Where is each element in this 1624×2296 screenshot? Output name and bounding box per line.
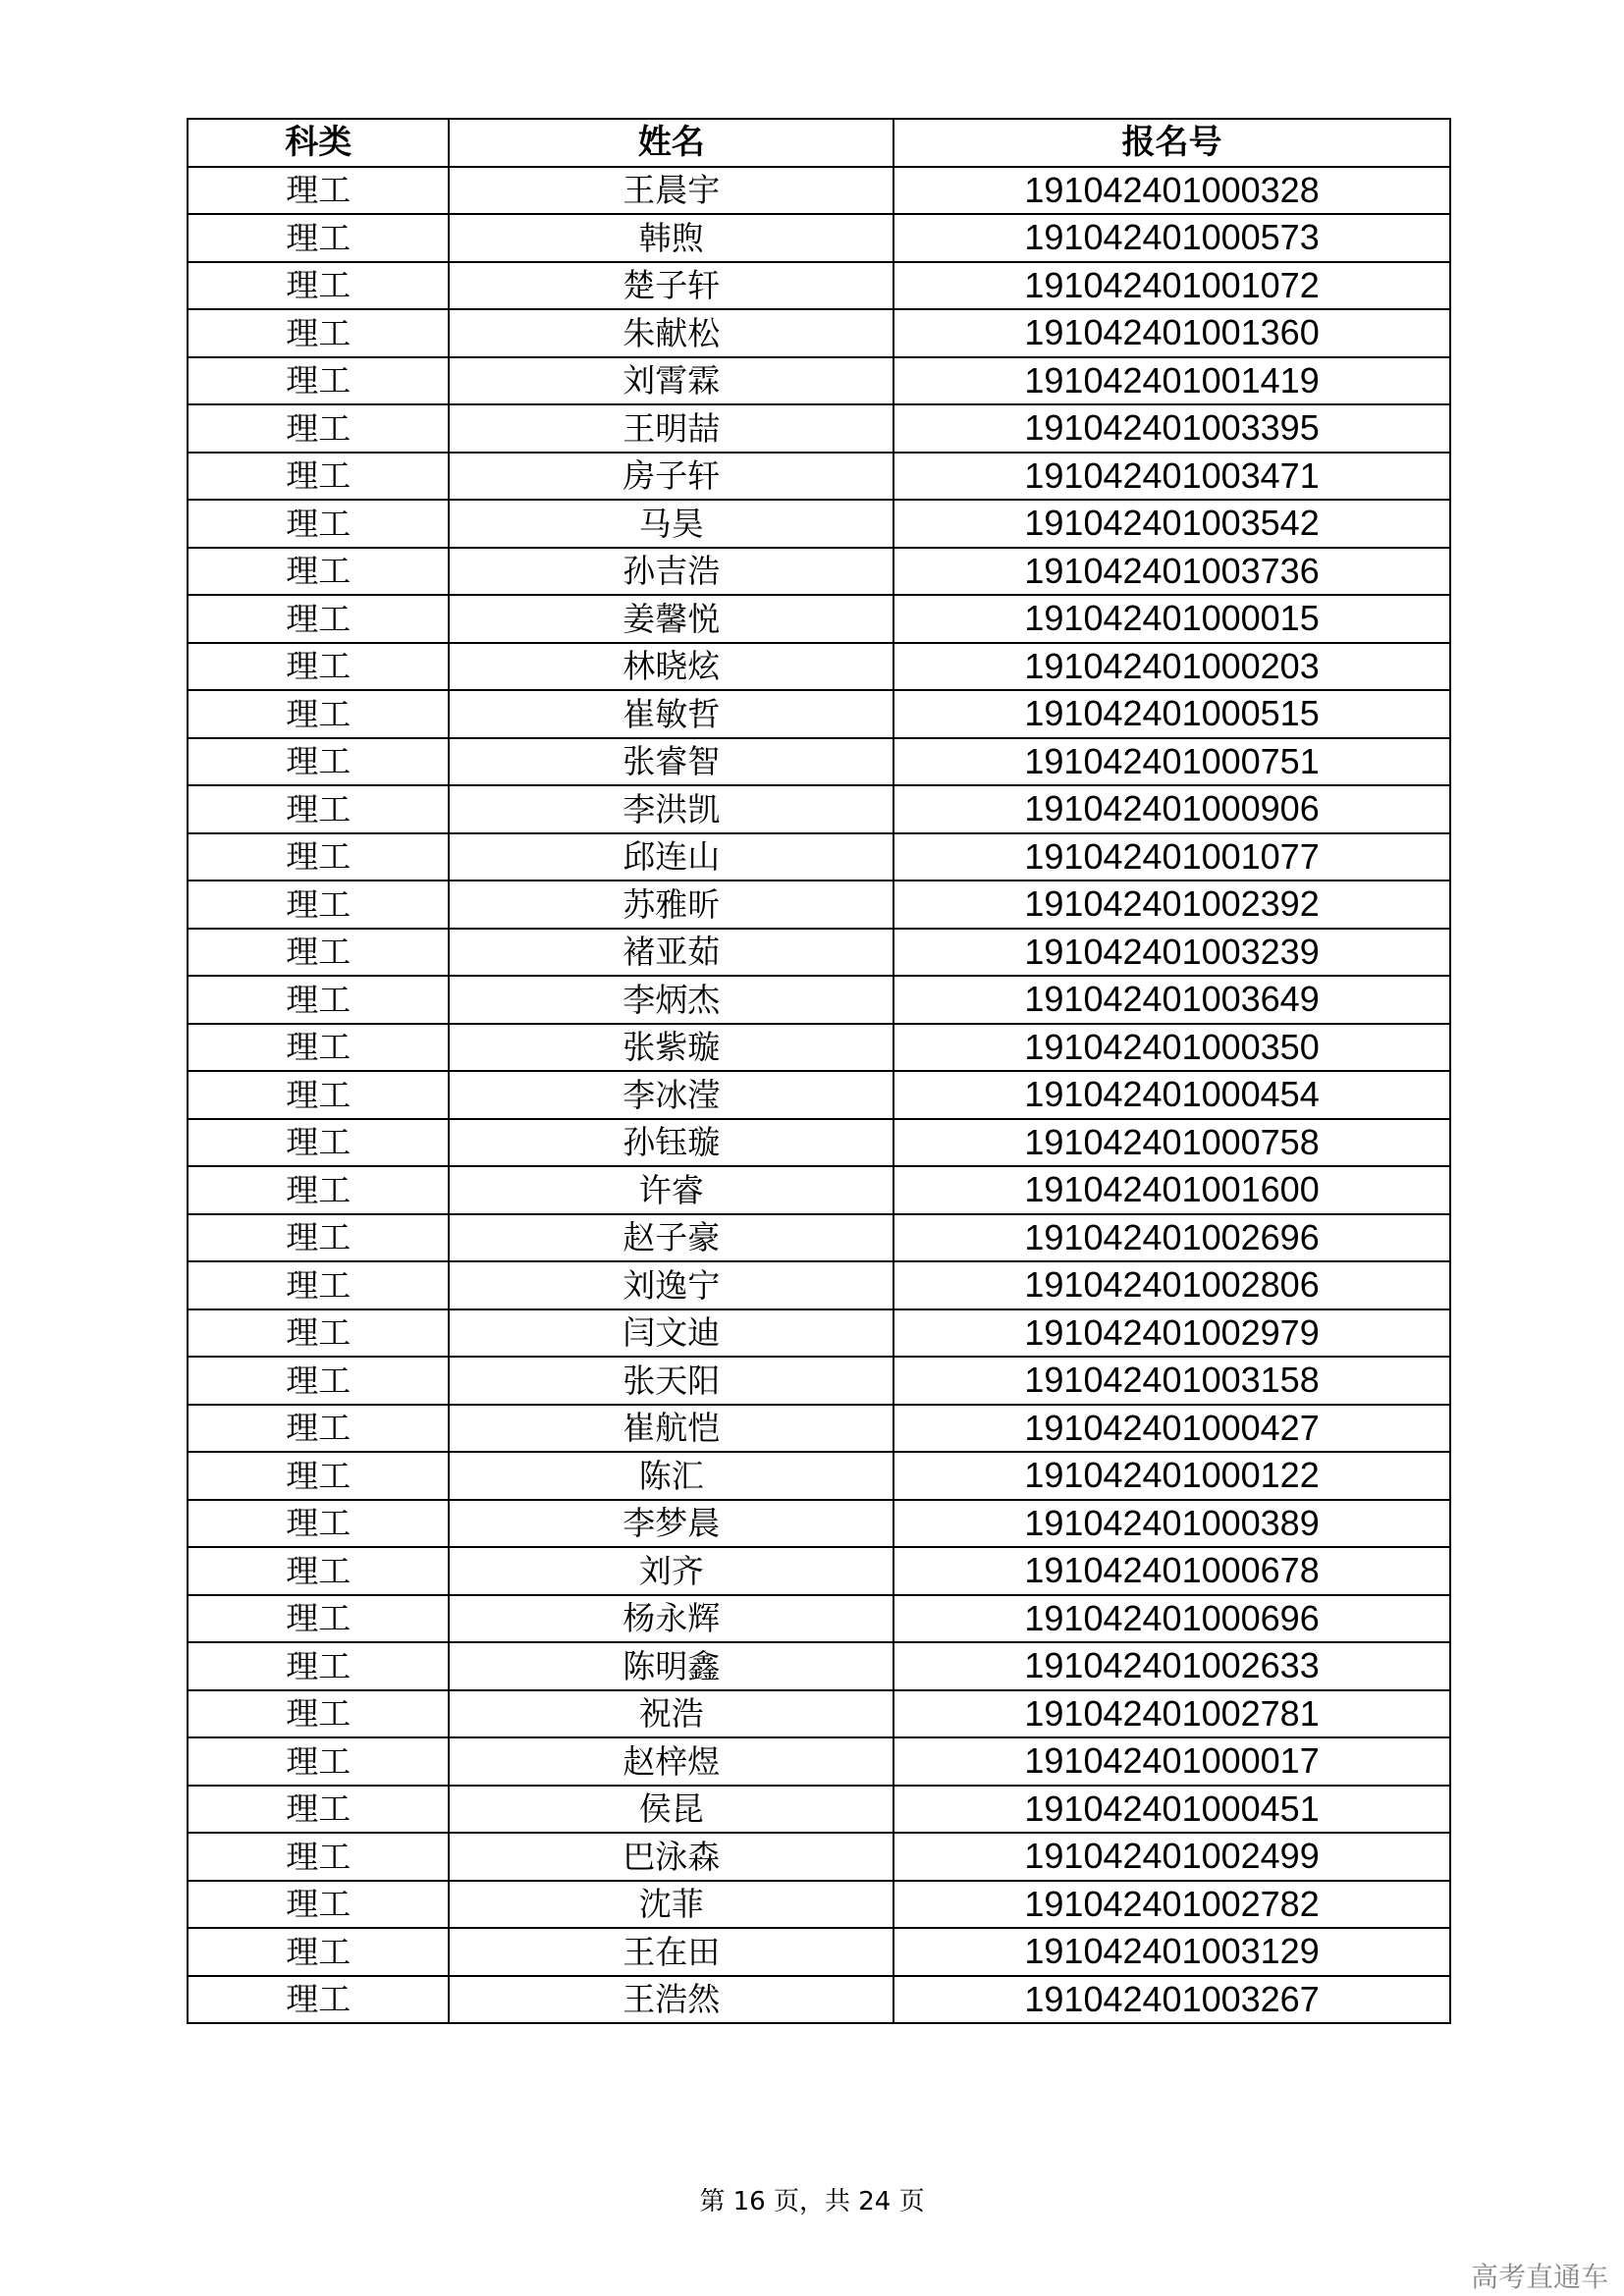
page-number: 第 16 页，共 24 页 (699, 2187, 925, 2216)
cell-registration-number: 191042401003129 (893, 1928, 1450, 1976)
table-row (188, 1881, 1450, 1929)
cell-registration-number: 191042401001077 (893, 833, 1450, 881)
cell-name: 沈菲 (449, 1881, 893, 1929)
cell-name: 赵梓煜 (449, 1737, 893, 1786)
cell-registration-number: 191042401002696 (893, 1214, 1450, 1262)
cell-category: 理工 (188, 881, 449, 929)
cell-registration-number: 191042401001600 (893, 1166, 1450, 1214)
cell-name: 王浩然 (449, 1976, 893, 2024)
cell-registration-number: 191042401000678 (893, 1547, 1450, 1595)
cell-category: 理工 (188, 976, 449, 1024)
table-row (188, 1452, 1450, 1500)
cell-name: 赵子豪 (449, 1214, 893, 1262)
cell-category: 理工 (188, 1357, 449, 1405)
cell-name: 李冰滢 (449, 1071, 893, 1119)
table-row (188, 785, 1450, 833)
table-row (188, 1166, 1450, 1214)
cell-category: 理工 (188, 1833, 449, 1881)
cell-registration-number: 191042401002782 (893, 1881, 1450, 1929)
cell-category: 理工 (188, 1071, 449, 1119)
cell-category: 理工 (188, 690, 449, 738)
cell-registration-number: 191042401000751 (893, 738, 1450, 786)
cell-name: 褚亚茹 (449, 929, 893, 977)
cell-category: 理工 (188, 643, 449, 691)
cell-category: 理工 (188, 1309, 449, 1358)
cell-name: 张紫璇 (449, 1024, 893, 1072)
cell-name: 刘齐 (449, 1547, 893, 1595)
table-row (188, 1786, 1450, 1834)
cell-category: 理工 (188, 1500, 449, 1548)
cell-registration-number: 191042401000350 (893, 1024, 1450, 1072)
cell-registration-number: 191042401003267 (893, 1976, 1450, 2024)
table-row (188, 1119, 1450, 1167)
cell-name: 朱献松 (449, 309, 893, 357)
table-row (188, 929, 1450, 977)
cell-registration-number: 191042401000451 (893, 1786, 1450, 1834)
cell-name: 侯昆 (449, 1786, 893, 1834)
cell-name: 王晨宇 (449, 167, 893, 215)
cell-category: 理工 (188, 167, 449, 215)
table-row (188, 1690, 1450, 1738)
cell-registration-number: 191042401003542 (893, 500, 1450, 548)
cell-registration-number: 191042401002499 (893, 1833, 1450, 1881)
cell-category: 理工 (188, 453, 449, 501)
cell-category: 理工 (188, 738, 449, 786)
cell-registration-number: 191042401003649 (893, 976, 1450, 1024)
header-name: 姓名 (449, 119, 893, 167)
cell-name: 孙吉浩 (449, 548, 893, 596)
cell-name: 楚子轩 (449, 262, 893, 310)
cell-category: 理工 (188, 214, 449, 262)
table-row (188, 976, 1450, 1024)
table-row (188, 595, 1450, 643)
cell-category: 理工 (188, 1405, 449, 1453)
cell-registration-number: 191042401000758 (893, 1119, 1450, 1167)
cell-category: 理工 (188, 929, 449, 977)
cell-name: 林晓炫 (449, 643, 893, 691)
cell-name: 王明喆 (449, 404, 893, 453)
table-row (188, 500, 1450, 548)
cell-category: 理工 (188, 595, 449, 643)
table-row (188, 357, 1450, 405)
cell-name: 祝浩 (449, 1690, 893, 1738)
cell-category: 理工 (188, 500, 449, 548)
cell-category: 理工 (188, 833, 449, 881)
admission-list-table (187, 118, 1451, 2024)
table-row (188, 690, 1450, 738)
cell-name: 马昊 (449, 500, 893, 548)
cell-name: 陈明鑫 (449, 1642, 893, 1690)
cell-registration-number: 191042401002392 (893, 881, 1450, 929)
cell-category: 理工 (188, 1737, 449, 1786)
cell-category: 理工 (188, 1690, 449, 1738)
cell-registration-number: 191042401000328 (893, 167, 1450, 215)
cell-name: 房子轩 (449, 453, 893, 501)
cell-registration-number: 191042401000573 (893, 214, 1450, 262)
cell-category: 理工 (188, 1881, 449, 1929)
cell-category: 理工 (188, 404, 449, 453)
header-registration-number: 报名号 (893, 119, 1450, 167)
table-row (188, 1071, 1450, 1119)
table-row (188, 1024, 1450, 1072)
cell-name: 韩煦 (449, 214, 893, 262)
cell-registration-number: 191042401000017 (893, 1737, 1450, 1786)
cell-category: 理工 (188, 1547, 449, 1595)
table-row (188, 1500, 1450, 1548)
cell-name: 姜馨悦 (449, 595, 893, 643)
cell-name: 李洪凯 (449, 785, 893, 833)
cell-category: 理工 (188, 1642, 449, 1690)
cell-registration-number: 191042401001072 (893, 262, 1450, 310)
table-row (188, 1309, 1450, 1358)
table-row (188, 1595, 1450, 1643)
cell-category: 理工 (188, 1452, 449, 1500)
cell-registration-number: 191042401002781 (893, 1690, 1450, 1738)
table-row (188, 214, 1450, 262)
table-row (188, 1642, 1450, 1690)
cell-registration-number: 191042401001419 (893, 357, 1450, 405)
table-row (188, 1737, 1450, 1786)
cell-name: 李梦晨 (449, 1500, 893, 1548)
cell-registration-number: 191042401000515 (893, 690, 1450, 738)
table-row (188, 453, 1450, 501)
cell-registration-number: 191042401002633 (893, 1642, 1450, 1690)
cell-name: 王在田 (449, 1928, 893, 1976)
table-row (188, 738, 1450, 786)
table-row (188, 1357, 1450, 1405)
table-row (188, 1976, 1450, 2024)
cell-name: 张睿智 (449, 738, 893, 786)
table-row (188, 881, 1450, 929)
watermark: 高考直通车 (1470, 2261, 1608, 2293)
cell-category: 理工 (188, 1214, 449, 1262)
cell-category: 理工 (188, 1595, 449, 1643)
cell-name: 苏雅昕 (449, 881, 893, 929)
table-header-row (188, 119, 1450, 167)
cell-category: 理工 (188, 1976, 449, 2024)
table-row (188, 1214, 1450, 1262)
table-row (188, 1405, 1450, 1453)
table-row (188, 1261, 1450, 1309)
cell-registration-number: 191042401002806 (893, 1261, 1450, 1309)
cell-registration-number: 191042401003239 (893, 929, 1450, 977)
cell-category: 理工 (188, 1166, 449, 1214)
cell-name: 闫文迪 (449, 1309, 893, 1358)
cell-category: 理工 (188, 309, 449, 357)
cell-registration-number: 191042401000427 (893, 1405, 1450, 1453)
cell-name: 李炳杰 (449, 976, 893, 1024)
table-row (188, 548, 1450, 596)
cell-registration-number: 191042401000122 (893, 1452, 1450, 1500)
cell-category: 理工 (188, 1786, 449, 1834)
table-row (188, 404, 1450, 453)
cell-registration-number: 191042401003158 (893, 1357, 1450, 1405)
cell-category: 理工 (188, 1119, 449, 1167)
cell-category: 理工 (188, 785, 449, 833)
cell-registration-number: 191042401000015 (893, 595, 1450, 643)
table-row (188, 167, 1450, 215)
cell-registration-number: 191042401001360 (893, 309, 1450, 357)
cell-name: 崔航恺 (449, 1405, 893, 1453)
cell-name: 陈汇 (449, 1452, 893, 1500)
table-row (188, 1928, 1450, 1976)
cell-registration-number: 191042401003736 (893, 548, 1450, 596)
cell-registration-number: 191042401000454 (893, 1071, 1450, 1119)
cell-registration-number: 191042401000696 (893, 1595, 1450, 1643)
cell-category: 理工 (188, 1928, 449, 1976)
table-row (188, 1833, 1450, 1881)
cell-category: 理工 (188, 357, 449, 405)
cell-name: 刘逸宁 (449, 1261, 893, 1309)
cell-category: 理工 (188, 548, 449, 596)
table-row (188, 1547, 1450, 1595)
cell-name: 巴泳森 (449, 1833, 893, 1881)
header-category: 科类 (188, 119, 449, 167)
cell-registration-number: 191042401003395 (893, 404, 1450, 453)
cell-category: 理工 (188, 1261, 449, 1309)
cell-category: 理工 (188, 1024, 449, 1072)
cell-name: 邱连山 (449, 833, 893, 881)
cell-category: 理工 (188, 262, 449, 310)
table-row (188, 309, 1450, 357)
table-body (188, 167, 1450, 2024)
cell-name: 刘霄霖 (449, 357, 893, 405)
cell-name: 崔敏哲 (449, 690, 893, 738)
cell-name: 许睿 (449, 1166, 893, 1214)
table-row (188, 833, 1450, 881)
cell-registration-number: 191042401000203 (893, 643, 1450, 691)
cell-registration-number: 191042401002979 (893, 1309, 1450, 1358)
cell-name: 杨永辉 (449, 1595, 893, 1643)
table-row (188, 643, 1450, 691)
cell-name: 孙钰璇 (449, 1119, 893, 1167)
cell-registration-number: 191042401003471 (893, 453, 1450, 501)
cell-registration-number: 191042401000906 (893, 785, 1450, 833)
table-row (188, 262, 1450, 310)
cell-registration-number: 191042401000389 (893, 1500, 1450, 1548)
cell-name: 张天阳 (449, 1357, 893, 1405)
